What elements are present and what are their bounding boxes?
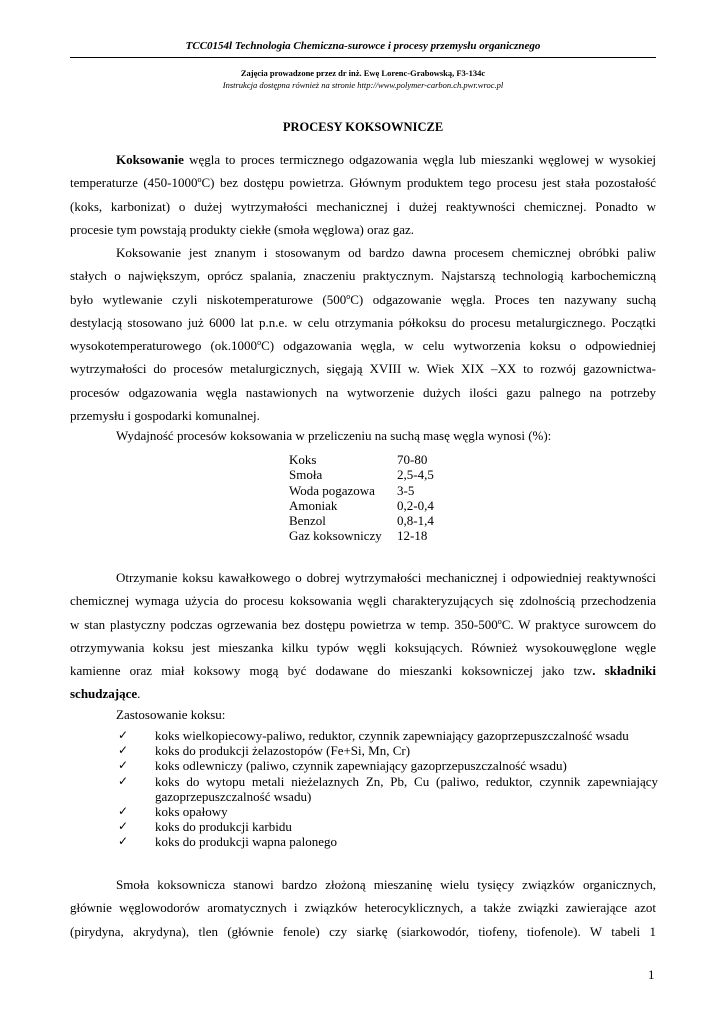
page-title: PROCESY KOKSOWNICZE — [282, 120, 444, 134]
text-line: temperaturze (450-1000$^o$C) bez dostępu powietrza. Głównym produktem tego procesu jest stała pozostałość — [70, 175, 656, 191]
list-item: ✓ koks wielkopiecowy-paliwo, reduktor, czynnik zapewniający gazoprzepuszczalność wsadu — [118, 728, 629, 743]
text-line: chemicznej wymaga użycia do procesu koksowania węgli charakteryzujących się zdolnością przechodzenia — [70, 593, 656, 609]
table-row: Smoła 2,5-4,5 — [289, 467, 434, 483]
table-row: Benzol 0,8-1,4 — [289, 513, 434, 529]
table-row: Amoniak 0,2-0,4 — [289, 497, 434, 513]
text-line: wysokotemperaturowego (ok.1000$^o$C) odgazowania węgla, w celu wytworzenia koksu o odpowiedniej — [70, 338, 656, 354]
url-note: Instrukcja dostępna również na stronie http://www.polymer-carbon.ch.pwr.wroc.pl — [222, 80, 504, 90]
header-rule — [70, 57, 656, 58]
yield-intro: Wydajność procesów koksowania w przeliczeniu na suchą masę węgla wynosi (%): — [116, 428, 552, 443]
text-line: procesów odgazowania węgla nastawionych na wytworzenie dużych ilości gazu palnego na potrzeby — [70, 384, 656, 400]
list-item: ✓ koks do wytopu metali nieżelaznych Zn, Pb, Cu (paliwo, reduktor, czynnik zapewniający gazoprzepuszczalność wsadu) — [118, 773, 658, 804]
check-icon: ✓ — [118, 758, 129, 773]
text-line: stałych o największym, oprócz spalania, znaczeniu praktycznym. Najstarszą technologią karbochemiczną — [70, 268, 656, 284]
list-item: ✓ koks odlewniczy (paliwo, czynnik zapewniający gazoprzepuszczalność wsadu) — [118, 758, 567, 774]
table-row: Gaz koksowniczy 12-18 — [289, 528, 428, 544]
text-line: (koks, karbonizat) o dużej wytrzymałości mechanicznej i dużej reaktywności chemicznej. Ponadto w — [70, 198, 656, 214]
paragraph-koksowanie — [70, 148, 656, 241]
list-item: ✓ koks do produkcji żelazostopów (Fe+Si, Mn, Cr) — [118, 743, 411, 759]
text-line: było wytlewanie czyli niskotemperaturowe (500$^o$C) odgazowanie węgla. Proces ten nazywany suchą — [70, 291, 656, 307]
uses-list — [118, 728, 658, 850]
check-icon: ✓ — [118, 743, 129, 758]
text-line: Smoła koksownicza stanowi bardzo złożoną mieszaninę wielu tysięcy związków organicznych, — [116, 877, 656, 892]
list-item: ✓ koks opałowy — [118, 804, 228, 820]
check-icon: ✓ — [118, 819, 129, 834]
check-icon: ✓ — [118, 728, 129, 742]
text-line: (pirydyna, akrydyna), tlen (głównie fenole) czy siarkę (siarkowodór, tiofeny, tiofenole). W tabeli 1 — [70, 923, 656, 939]
text-line: procesie tym powstają produkty ciekłe (smoła węglowa) oraz gaz. — [70, 221, 415, 237]
uses-intro: Zastosowanie koksu: — [116, 707, 226, 722]
check-icon: ✓ — [118, 834, 129, 849]
instructor-line: Zajęcia prowadzone przez dr inż. Ewę Lorenc-Grabowską, F3-134c — [240, 68, 486, 78]
paragraph-tar — [70, 873, 656, 943]
text-line: Koksowanie jest znanym i stosowanym od bardzo dawna procesem chemicznej obróbki paliw — [116, 245, 656, 260]
text-line: otrzymywania koksu jest mieszanka kilku typów węgli koksujących. Również wysokouwęglone węgle — [70, 639, 656, 655]
table-row: Woda pogazowa 3-5 — [289, 482, 415, 498]
text-line: destylacją stosowano już 6000 lat p.n.e. w celu otrzymania półkoksu do procesu metalurgicznego. Początki — [70, 314, 656, 330]
text-line: Otrzymanie koksu kawałkowego o dobrej wytrzymałości mechanicznej i odpowiedniej reaktywności — [116, 570, 656, 585]
check-icon: ✓ — [118, 804, 129, 819]
paragraph-coke-production — [70, 566, 656, 706]
page-number: 1 — [648, 967, 655, 982]
yield-table — [289, 452, 434, 544]
text-line: kamienne oraz miał koksowy mogą być dodawane do mieszanki koksowniczej jako tzw. składniki — [70, 663, 656, 679]
text-line: schudzające. — [70, 686, 141, 702]
text-line: w stan plastyczny podczas ogrzewania bez dostępu powietrza w temp. 350-500$^o$C. W praktyce surowcem do — [70, 616, 656, 632]
document-header: TCC0154l Technologia Chemiczna-surowce i procesy przemysłu organicznego — [185, 40, 541, 52]
check-icon: ✓ — [118, 773, 129, 788]
text-line: przemysłu i gospodarki komunalnej. — [70, 408, 260, 424]
text-line: Koksowanie węgla to proces termicznego odgazowania węgla lub mieszanki węglowej w wysokiej — [116, 152, 656, 167]
paragraph-history — [70, 241, 656, 427]
bold-term: Koksowanie — [116, 152, 184, 167]
text-line: głównie węglowodorów aromatycznych i związków heterocyklicznych, a także związki zawierające azot — [70, 900, 656, 916]
list-item: ✓ koks do produkcji wapna palonego — [118, 834, 337, 850]
table-row: Koks 70-80 — [289, 452, 428, 467]
text-line: wytrzymałości do procesów metalurgicznych, sięgają XVIII w. Wiek XIX –XX to rozwój gazownictwa- — [70, 361, 656, 377]
list-item: ✓ koks do produkcji karbidu — [118, 819, 292, 835]
